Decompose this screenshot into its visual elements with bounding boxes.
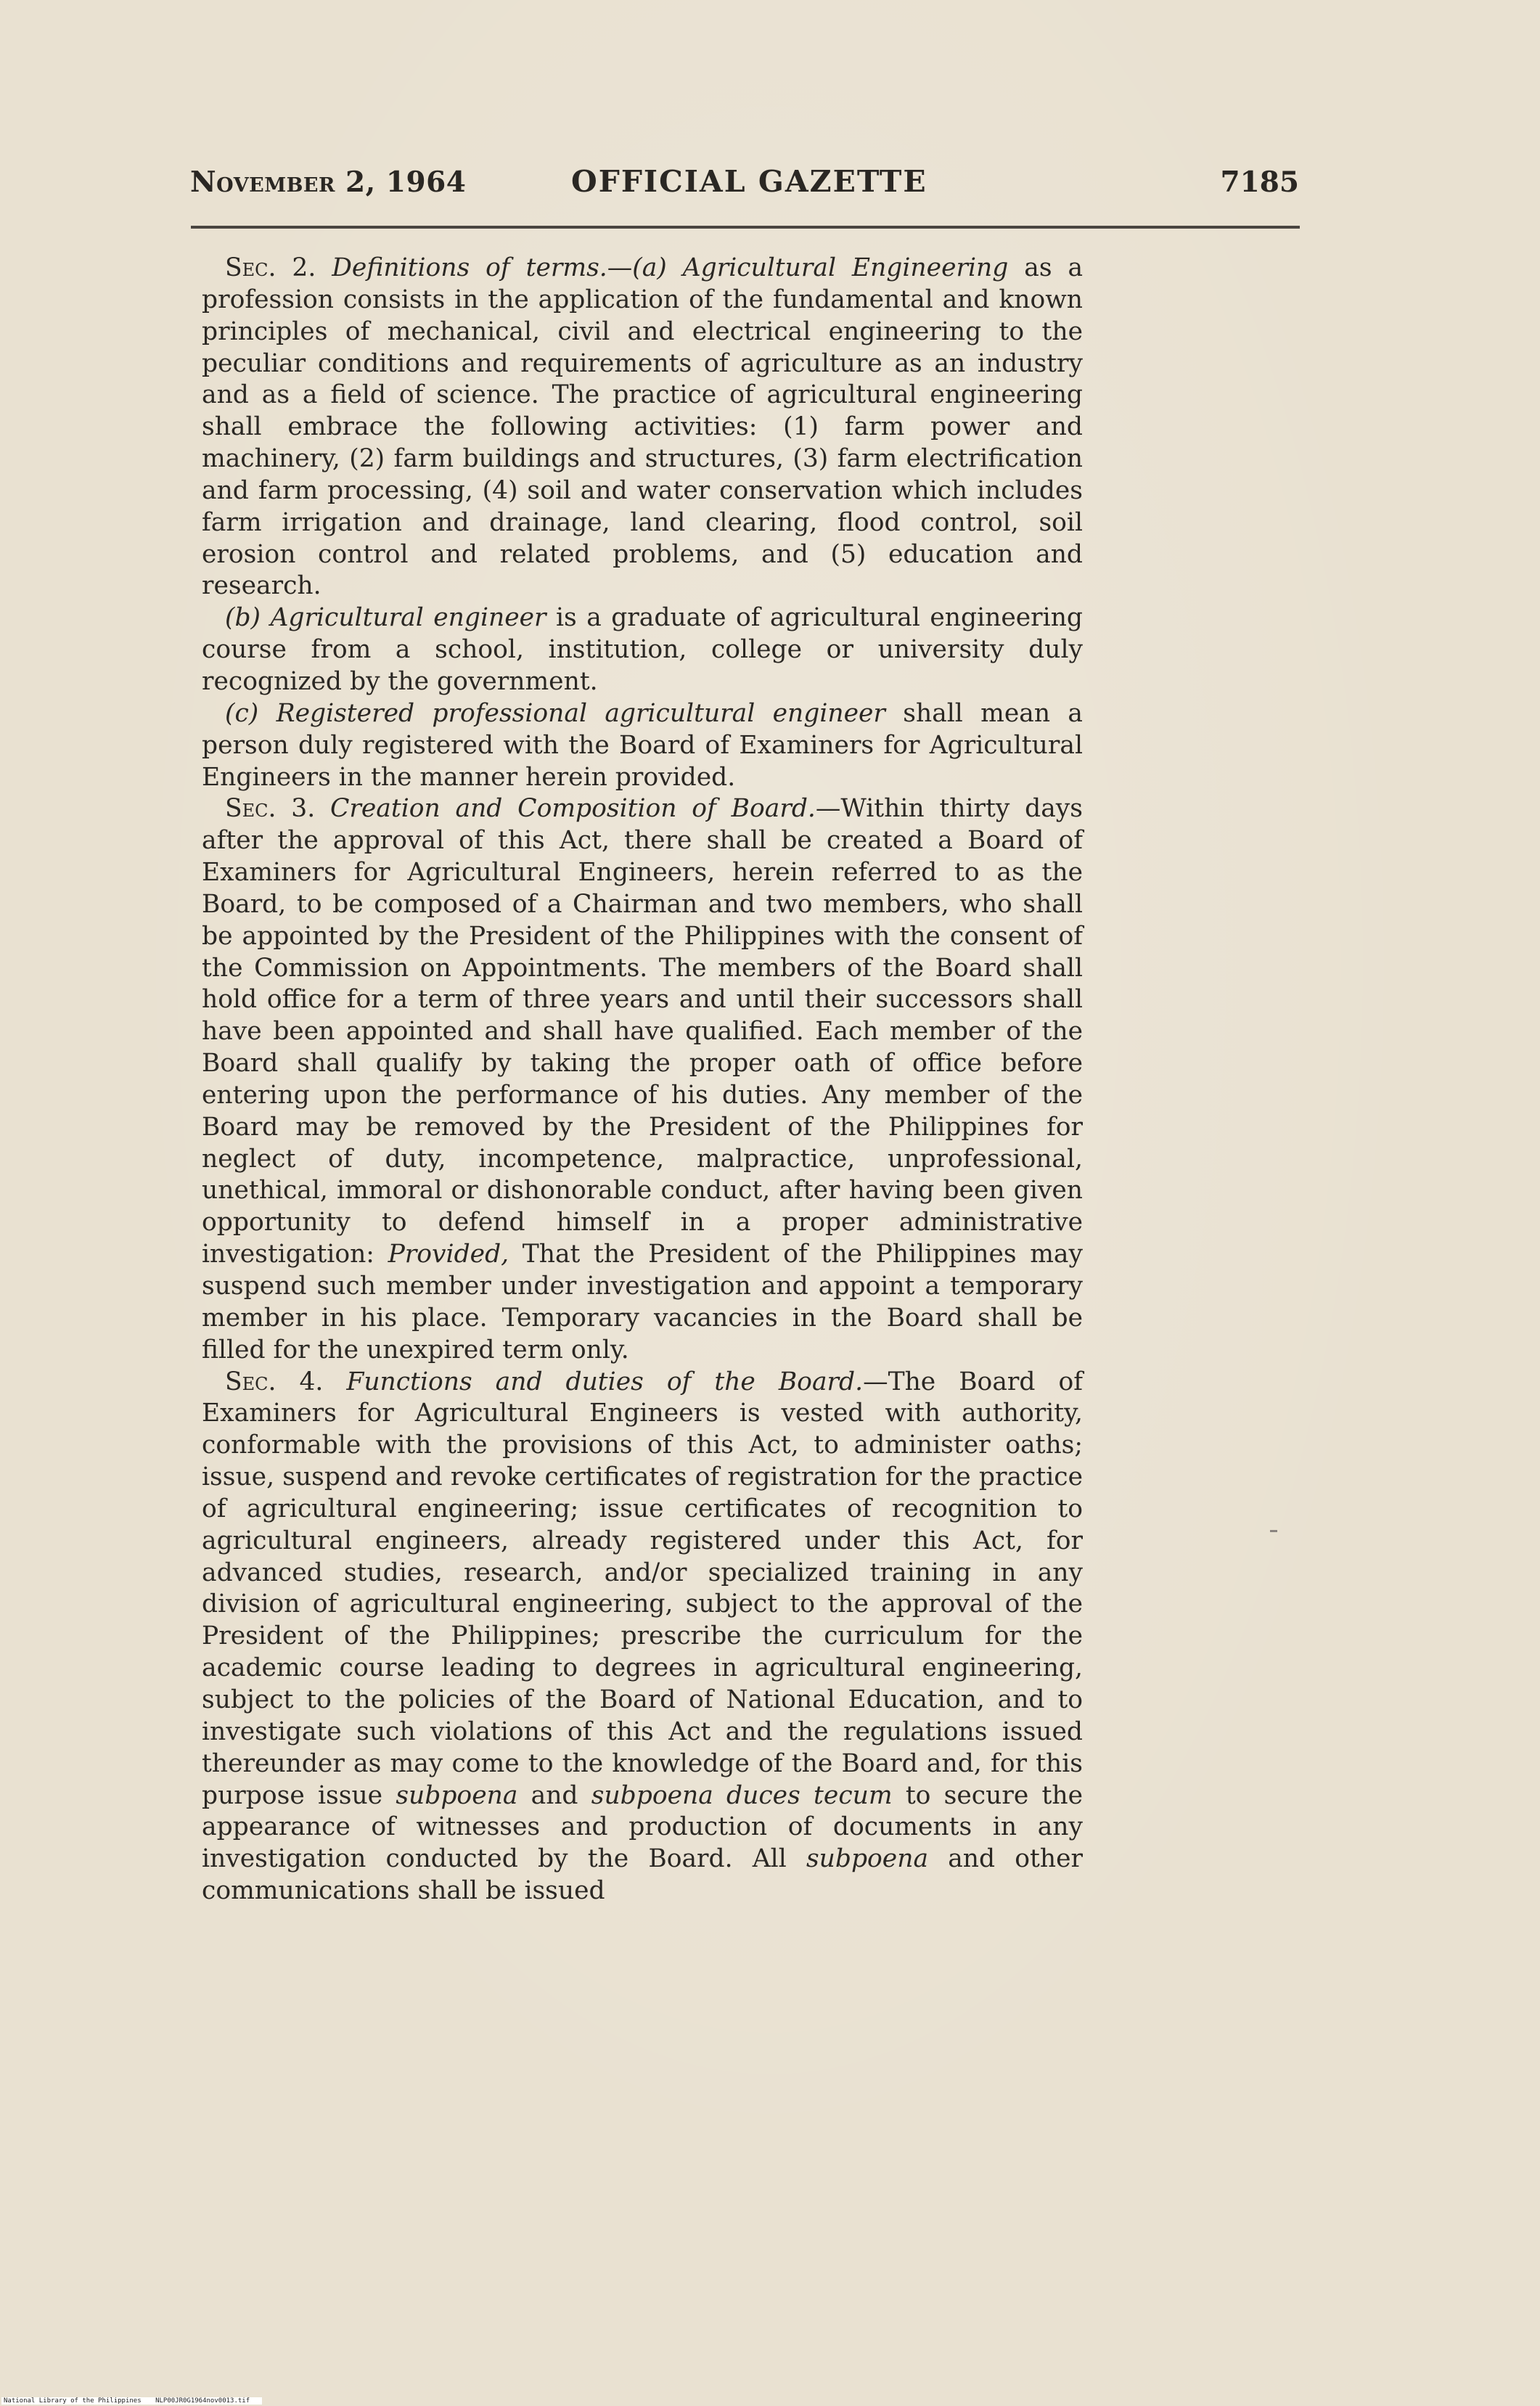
sec2-heading: Definitions of terms. [332, 253, 607, 282]
sec4-text-3: and other communications shall be issued [202, 1844, 1083, 1906]
sec2-b-marker: (b) [225, 603, 261, 633]
sec3-dash: — [815, 794, 841, 824]
sec4-dash: — [863, 1367, 888, 1396]
footer-file: NLP00JR0G1964nov0013.tif [155, 2397, 250, 2405]
sec2-a-term: Agricultural Engineering [682, 253, 1009, 282]
sec3-text-1: Within thirty days after the approval of this Act, there shall be created a Board of Examiners for Agricultural Engineers, herein referred to as the Board, to be composed of a Chairman and two members, who shall be appointed by the President of the Philippines with the consent of the Commission on Appointments. The members of the Board shall hold office for a term of three years and until their successors shall have been appointed and shall have qualified. Each member of the Board shall qualify by taking the proper oath of office before entering upon the performance of his duties. Any member of the Board may be removed by the President of the Philippines for neglect of duty, incompetence, malpractice, unprofessional, unethical, immoral or dishonorable conduct, after having been given opportunity to defend himself in a proper administrative investigation: [202, 794, 1083, 1269]
scan-footer [1, 2397, 262, 2405]
sec2-dash: — [607, 253, 633, 282]
sec4-heading: Functions and duties of the Board. [346, 1367, 864, 1396]
sec2-c-marker: (c) [225, 698, 259, 728]
body-text [202, 253, 1083, 1907]
sec2-c-text: shall mean a person duly registered with the Board of Examiners for Agricultural Engineers in the manner herein provided. [202, 698, 1083, 792]
sec4-label: Sec. 4. [225, 1367, 324, 1396]
header-date: November 2, 1964 [190, 165, 467, 199]
sec4-subpoena: subpoena [396, 1780, 518, 1810]
sec4-subpoena-2: subpoena [806, 1844, 929, 1874]
sec3-heading: Creation and Composition of Board. [329, 794, 816, 824]
sec2-a-text: as a profession consists in the application of the fundamental and known principles of mechanical, civil and electrical engineering to the peculiar conditions and requirements of agriculture as an industry and as a field of science. The practice of agricultural engineering shall embrace the following activities: (1) farm power and machinery, (2) farm buildings and structures, (3) farm electrification and farm processing, (4) soil and water conservation which includes farm irrigation and drainage, land clearing, flood control, soil erosion control and related problems, and (5) education and research. [202, 253, 1084, 601]
header-rule [191, 226, 1300, 229]
header-title: OFFICIAL GAZETTE [571, 164, 927, 199]
sec3-text-2: That the President of the Philippines may suspend such member under investigation and appoint a temporary member in his place. Temporary vacancies in the Board shall be filled for the unexpired term only. [202, 1240, 1083, 1364]
sec2-para-c [202, 698, 1083, 794]
sec4-subpoena-duces-tecum: subpoena duces tecum [591, 1780, 893, 1810]
sec2-c-term: Registered professional agricultural engineer [276, 698, 885, 728]
sec2-a-marker: (a) [632, 253, 667, 282]
sec2-para-a [202, 253, 1083, 602]
header-page-number: 7185 [1220, 165, 1299, 199]
scan-speck [1270, 1530, 1277, 1532]
sec4-text-2: to secure the appearance of witnesses and production of documents in any investigation conducted by the Board. All [202, 1780, 1083, 1874]
sec2-b-term: Agricultural engineer [270, 603, 546, 633]
sec3-para [202, 793, 1083, 1366]
footer-library: National Library of the Philippines [4, 2397, 142, 2405]
page-header [190, 165, 1299, 216]
sec4-and: and [531, 1780, 578, 1810]
sec2-b-text: is a graduate of agricultural engineering course from a school, institution, college or university duly recognized by the government. [202, 603, 1084, 696]
sec3-label: Sec. 3. [225, 794, 316, 824]
sec4-para [202, 1367, 1083, 1907]
sec2-para-b [202, 602, 1083, 698]
sec3-provided: Provided, [388, 1240, 509, 1269]
sec2-label: Sec. 2. [225, 253, 316, 282]
sec4-text-1: The Board of Examiners for Agricultural Engineers is vested with authority, conformable with the provisions of this Act, to administer oaths; issue, suspend and revoke certificates of registration for the practice of agricultural engineering; issue certificates of recognition to agricultural engineers, already registered under this Act, for advanced studies, research, and/or specialized training in any division of agricultural engineering, subject to the approval of the President of the Philippines; prescribe the curriculum for the academic course leading to degrees in agricultural engineering, subject to the policies of the Board of National Education, and to investigate such violations of this Act and the regulations issued thereunder as may come to the knowledge of the Board and, for this purpose issue [202, 1367, 1083, 1810]
